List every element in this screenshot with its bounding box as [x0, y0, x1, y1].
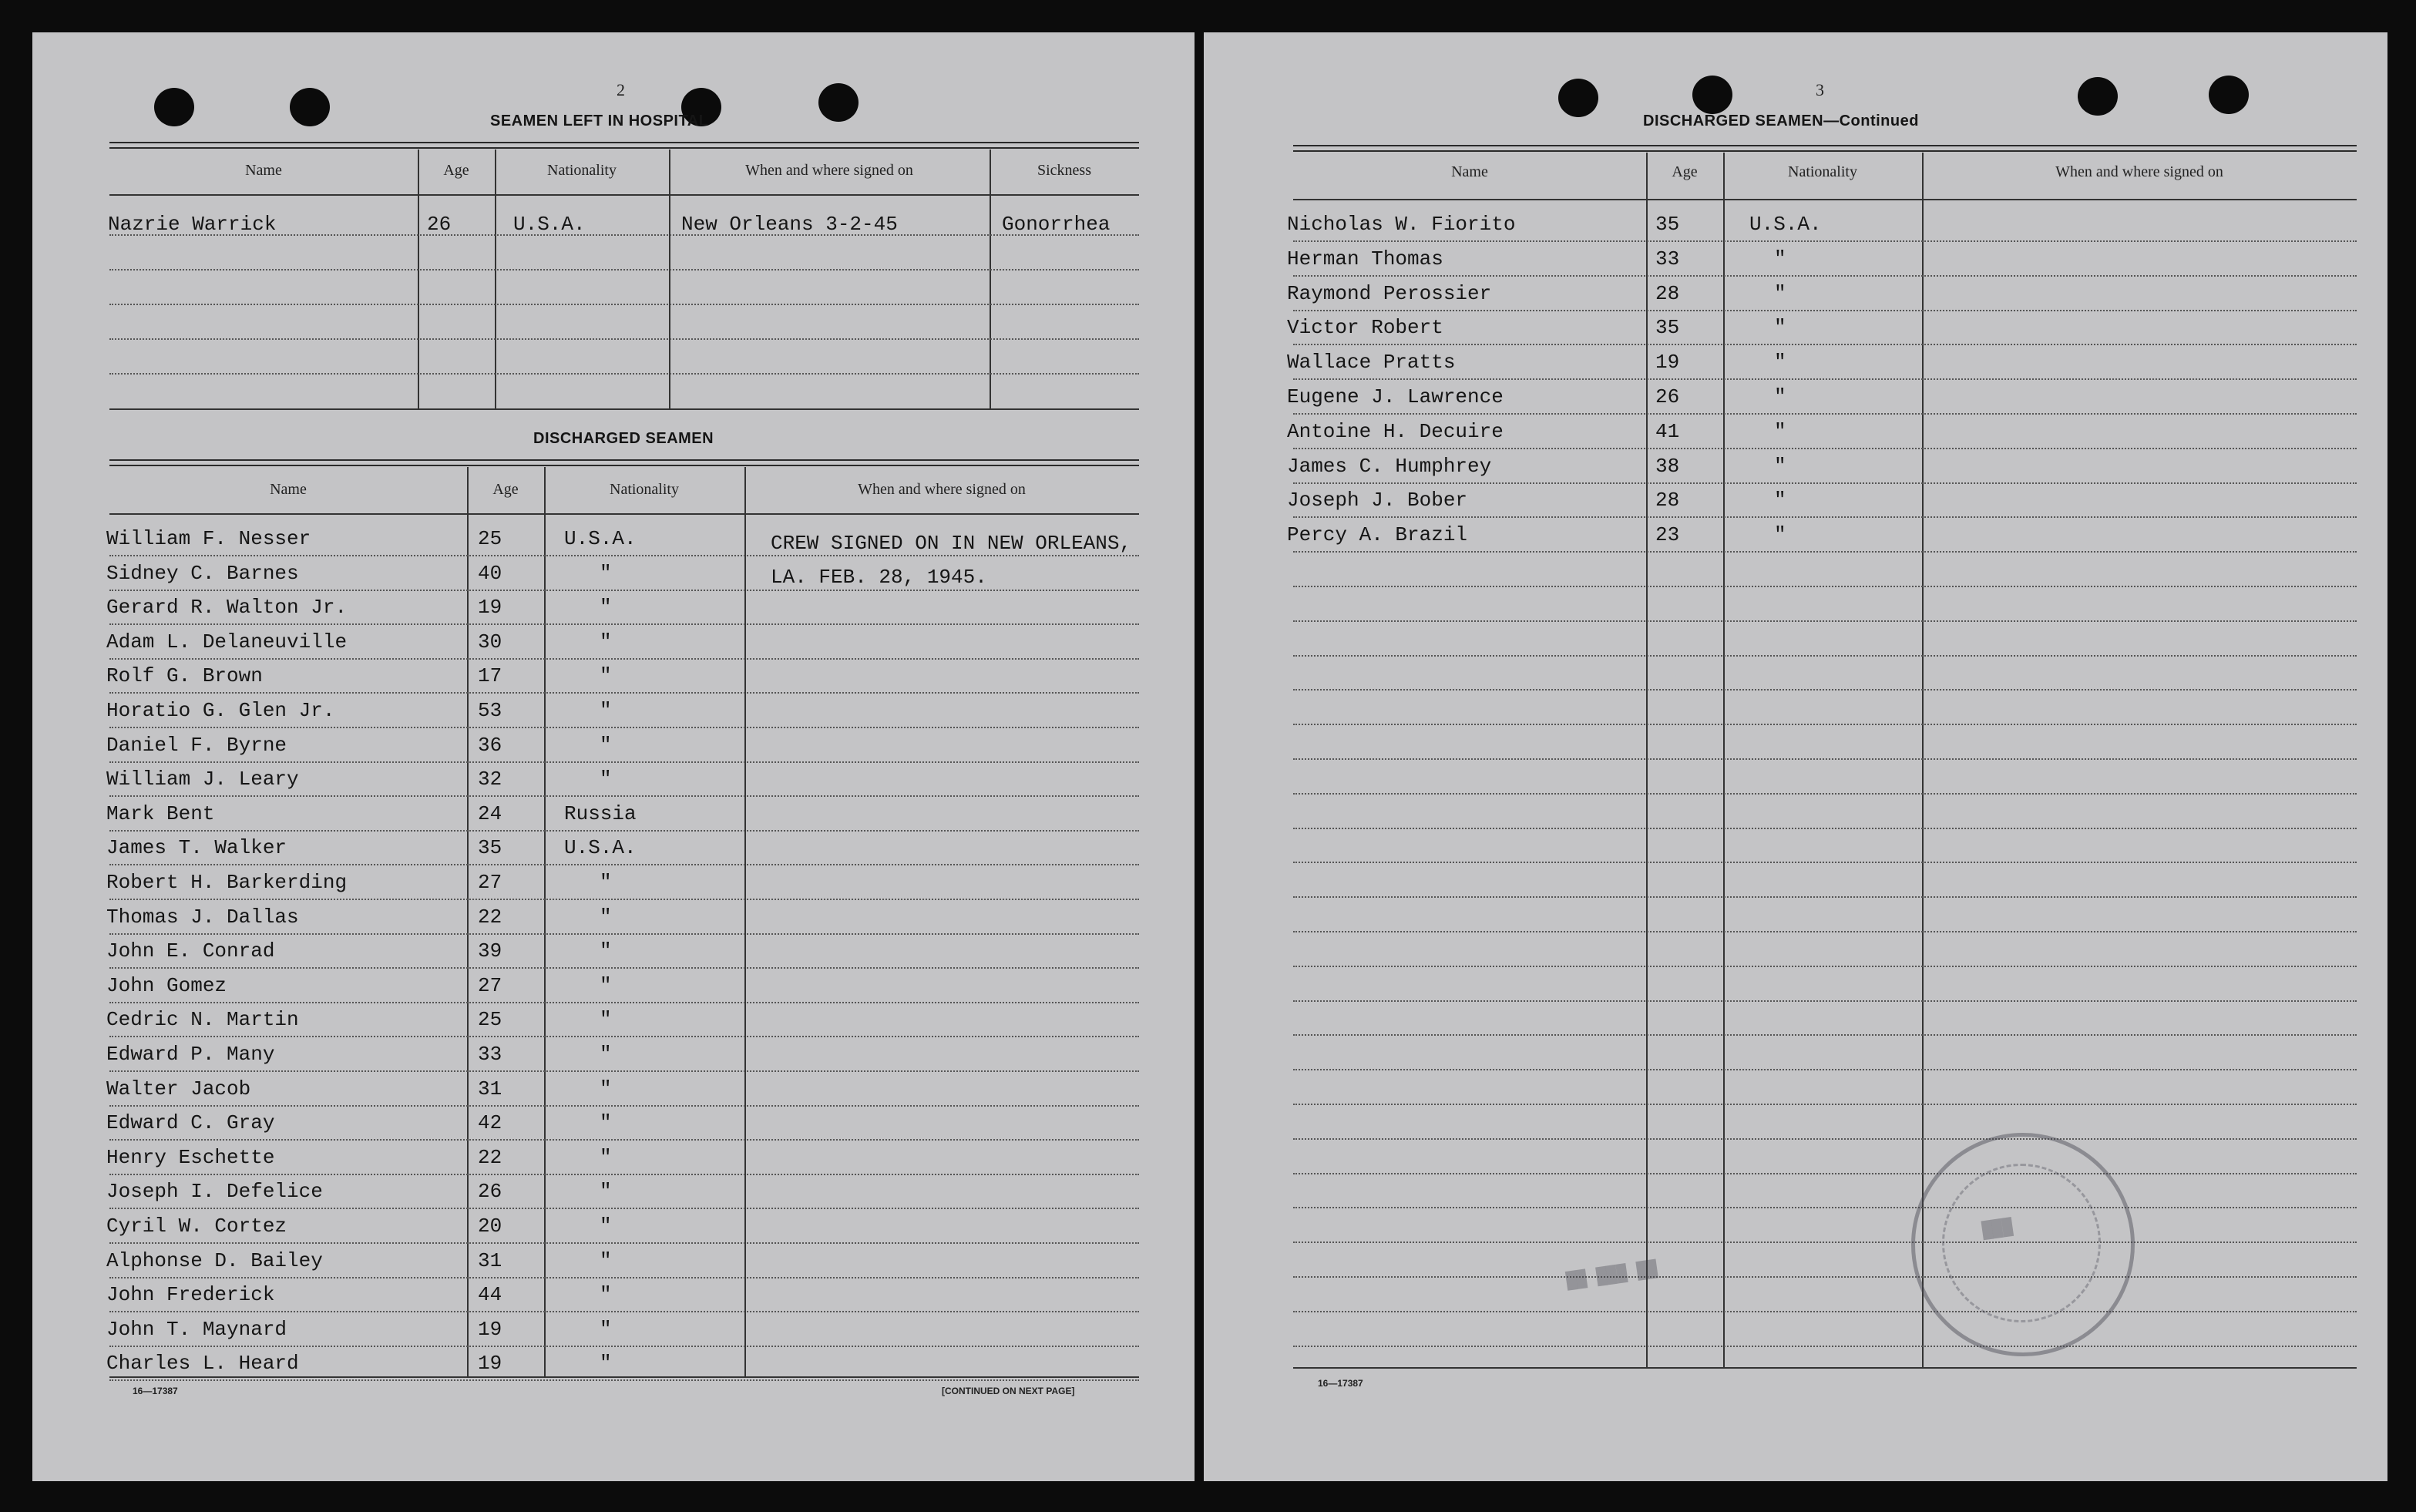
seaman-age: 20 — [478, 1215, 502, 1238]
page-number: 2 — [617, 80, 625, 99]
ruled-line — [1293, 344, 2357, 345]
seaman-name: Thomas J. Dallas — [106, 905, 299, 929]
seaman-name: Sidney C. Barnes — [106, 561, 299, 585]
seaman-nationality: " — [600, 1352, 612, 1376]
ruled-line — [109, 1242, 1139, 1244]
seaman-name: Henry Eschette — [106, 1145, 275, 1169]
ruled-line — [109, 1002, 1139, 1003]
ruled-line — [1293, 586, 2357, 587]
ruled-line — [109, 658, 1139, 660]
seaman-age: 53 — [478, 699, 502, 722]
seaman-nationality: " — [600, 664, 612, 688]
seaman-name: Cyril W. Cortez — [106, 1215, 287, 1238]
column-header-name: Name — [245, 162, 282, 179]
ruled-line — [1293, 793, 2357, 795]
seaman-age: 17 — [478, 664, 502, 688]
column-header-nationality: Nationality — [1788, 163, 1857, 180]
ruled-line — [1293, 551, 2357, 553]
ruled-line — [109, 1070, 1139, 1072]
seaman-nationality: " — [600, 733, 612, 757]
discharged-continued-title — [1643, 113, 1919, 130]
seaman-name: Alphonse D. Bailey — [106, 1248, 323, 1272]
seaman-nationality: " — [600, 939, 612, 963]
seaman-nationality: " — [600, 1145, 612, 1169]
seaman-age: 39 — [478, 939, 502, 963]
seaman-name: Nicholas W. Fiorito — [1287, 213, 1516, 236]
seaman-name: John T. Maynard — [106, 1317, 287, 1341]
column-divider — [990, 150, 991, 408]
table-top-rule — [109, 459, 1139, 466]
seaman-age: 40 — [478, 561, 502, 585]
seaman-name: John E. Conrad — [106, 939, 275, 963]
discharged-section-title: DISCHARGED SEAMEN — [533, 430, 714, 447]
column-divider — [744, 467, 746, 1376]
column-header-sickness: Sickness — [1037, 162, 1091, 179]
hospital-signed-on: New Orleans 3-2-45 — [681, 213, 898, 236]
ruled-line — [109, 864, 1139, 865]
seaman-name: Herman Thomas — [1287, 247, 1443, 270]
hospital-sickness: Gonorrhea — [1002, 213, 1111, 236]
signed-on-note-line: CREW SIGNED ON IN NEW ORLEANS, — [771, 532, 1132, 555]
ruled-line — [1293, 862, 2357, 863]
punch-hole — [1692, 76, 1732, 114]
seaman-name: Horatio G. Glen Jr. — [106, 699, 335, 722]
column-header-age: Age — [492, 481, 519, 498]
table-bottom-rule — [109, 408, 1139, 410]
seaman-age: 33 — [1655, 247, 1680, 270]
seaman-age: 42 — [478, 1111, 502, 1135]
ruled-line — [109, 304, 1139, 305]
seaman-name: Victor Robert — [1287, 316, 1443, 340]
ruled-line — [1293, 724, 2357, 725]
ruled-line — [109, 338, 1139, 340]
seaman-nationality: " — [600, 1043, 612, 1066]
ruled-line — [1293, 378, 2357, 380]
seaman-name: James T. Walker — [106, 836, 287, 860]
seaman-name: Gerard R. Walton Jr. — [106, 596, 348, 620]
seaman-nationality: " — [600, 1215, 612, 1238]
seaman-age: 33 — [478, 1043, 502, 1066]
seaman-nationality: " — [1774, 523, 1786, 547]
ruled-line — [1293, 1034, 2357, 1036]
seaman-nationality: " — [600, 1317, 612, 1341]
continued-note: [CONTINUED ON NEXT PAGE] — [942, 1386, 1075, 1396]
punch-hole — [2078, 77, 2118, 116]
header-rule — [109, 513, 1139, 515]
ruled-line — [109, 727, 1139, 728]
seaman-nationality: Russia — [564, 801, 637, 825]
form-number: 16—17387 — [133, 1386, 178, 1396]
seaman-nationality: " — [600, 1111, 612, 1135]
seaman-age: 28 — [1655, 489, 1680, 512]
seaman-nationality: " — [600, 596, 612, 620]
seaman-nationality: U.S.A. — [564, 836, 637, 860]
ruled-line — [1293, 1000, 2357, 1002]
ruled-line — [1293, 448, 2357, 449]
ruled-line — [1293, 931, 2357, 932]
seaman-nationality: " — [1774, 281, 1786, 305]
ruled-line — [109, 761, 1139, 763]
seaman-name: John Gomez — [106, 973, 227, 997]
right-page — [1204, 32, 2387, 1481]
hospital-age: 26 — [427, 213, 452, 236]
ruled-line — [1293, 966, 2357, 967]
column-header-nationality: Nationality — [610, 481, 679, 498]
ruled-line — [109, 1346, 1139, 1347]
punch-hole — [2209, 76, 2249, 114]
header-rule — [1293, 199, 2357, 200]
ruled-line — [109, 795, 1139, 797]
column-header-age: Age — [1672, 163, 1698, 180]
column-header-name: Name — [1451, 163, 1488, 180]
seaman-age: 19 — [478, 596, 502, 620]
seaman-age: 41 — [1655, 419, 1680, 443]
seaman-age: 35 — [1655, 213, 1680, 236]
seaman-age: 22 — [478, 1145, 502, 1169]
column-header-name: Name — [270, 481, 307, 498]
ruled-line — [1293, 1207, 2357, 1208]
ruled-line — [1293, 482, 2357, 484]
ruled-line — [109, 555, 1139, 556]
hospital-name: Nazrie Warrick — [108, 213, 277, 236]
seaman-nationality: U.S.A. — [564, 527, 637, 550]
seaman-age: 23 — [1655, 523, 1680, 547]
seaman-age: 19 — [1655, 351, 1680, 375]
column-divider — [1646, 153, 1648, 1367]
seaman-name: Robert H. Barkerding — [106, 871, 348, 894]
seaman-age: 28 — [1655, 281, 1680, 305]
seaman-age: 31 — [478, 1248, 502, 1272]
table-bottom-rule — [1293, 1367, 2357, 1369]
seaman-name: Joseph J. Bober — [1287, 489, 1468, 512]
seaman-age: 31 — [478, 1077, 502, 1100]
seaman-nationality: " — [600, 630, 612, 654]
ruled-line — [109, 373, 1139, 375]
seaman-nationality: " — [600, 1077, 612, 1100]
ruled-line — [109, 899, 1139, 900]
seaman-nationality: " — [600, 1248, 612, 1272]
column-header-signed-on: When and where signed on — [745, 162, 913, 179]
seaman-age: 24 — [478, 801, 502, 825]
ruled-line — [1293, 275, 2357, 277]
hospital-section-title: SEAMEN LEFT IN HOSPITAL — [490, 113, 709, 129]
seaman-age: 36 — [478, 733, 502, 757]
seaman-age: 27 — [478, 973, 502, 997]
seaman-name: Rolf G. Brown — [106, 664, 263, 688]
ruled-line — [1293, 413, 2357, 415]
seaman-name: Percy A. Brazil — [1287, 523, 1468, 547]
ruled-line — [109, 1139, 1139, 1141]
seaman-age: 30 — [478, 630, 502, 654]
seaman-name: Mark Bent — [106, 801, 215, 825]
seaman-nationality: " — [1774, 419, 1786, 443]
ruled-line — [1293, 240, 2357, 242]
ruled-line — [109, 1208, 1139, 1209]
punch-hole — [154, 88, 194, 126]
ruled-line — [109, 1105, 1139, 1107]
seaman-nationality: " — [1774, 385, 1786, 408]
seaman-nationality: " — [600, 1008, 612, 1032]
ruled-line — [1293, 1069, 2357, 1070]
ruled-line — [1293, 828, 2357, 829]
ruled-line — [1293, 1104, 2357, 1105]
seaman-nationality: " — [1774, 351, 1786, 375]
ruled-line — [1293, 1138, 2357, 1140]
seaman-nationality: " — [600, 768, 612, 791]
seaman-name: James C. Humphrey — [1287, 454, 1492, 478]
seaman-name: Antoine H. Decuire — [1287, 419, 1504, 443]
seaman-age: 27 — [478, 871, 502, 894]
seaman-age: 22 — [478, 905, 502, 929]
seaman-name: Walter Jacob — [106, 1077, 251, 1100]
signed-on-note-line: LA. FEB. 28, 1945. — [771, 566, 987, 589]
column-divider — [1922, 153, 1924, 1367]
seaman-name: William J. Leary — [106, 768, 299, 791]
customs-stamp-inner-ring — [1942, 1164, 2101, 1322]
seaman-nationality: " — [1774, 489, 1786, 512]
header-rule — [109, 194, 1139, 196]
ruled-line — [109, 1379, 1139, 1381]
seaman-age: 44 — [478, 1283, 502, 1307]
seaman-name: Edward C. Gray — [106, 1111, 275, 1135]
seaman-name: William F. Nesser — [106, 527, 311, 550]
ruled-line — [109, 692, 1139, 694]
punch-hole — [290, 88, 330, 126]
title-suffix: —Continued — [1823, 113, 1919, 129]
seaman-name: Raymond Perossier — [1287, 281, 1492, 305]
seaman-name: John Frederick — [106, 1283, 275, 1307]
seaman-age: 25 — [478, 527, 502, 550]
seaman-age: 25 — [478, 1008, 502, 1032]
ruled-line — [1293, 620, 2357, 622]
ruled-line — [109, 830, 1139, 832]
seaman-nationality: " — [600, 1283, 612, 1307]
seaman-age: 26 — [478, 1180, 502, 1204]
seaman-age: 32 — [478, 768, 502, 791]
ruled-line — [109, 1311, 1139, 1312]
ruled-line — [1293, 1346, 2357, 1347]
column-divider — [495, 150, 496, 408]
seaman-age: 38 — [1655, 454, 1680, 478]
ruled-line — [1293, 1242, 2357, 1243]
seaman-nationality: " — [600, 871, 612, 894]
punch-hole — [818, 83, 859, 122]
column-header-age: Age — [443, 162, 469, 179]
seaman-age: 19 — [478, 1352, 502, 1376]
seaman-name: Edward P. Many — [106, 1043, 275, 1066]
column-divider — [467, 467, 469, 1376]
ruled-line — [1293, 758, 2357, 760]
faint-stamp-mark: ██ ███ ██ — [1564, 1258, 1658, 1292]
seaman-nationality: " — [600, 973, 612, 997]
title-main: DISCHARGED SEAMEN — [1643, 113, 1824, 129]
ruled-line — [109, 967, 1139, 969]
seaman-nationality: U.S.A. — [1749, 213, 1822, 236]
punch-hole — [1558, 79, 1598, 117]
seaman-name: Wallace Pratts — [1287, 351, 1456, 375]
ruled-line — [1293, 1276, 2357, 1278]
ruled-line — [109, 933, 1139, 935]
seaman-age: 26 — [1655, 385, 1680, 408]
ruled-line — [1293, 1311, 2357, 1312]
ruled-line — [1293, 1173, 2357, 1174]
seaman-nationality: " — [1774, 454, 1786, 478]
column-divider — [544, 467, 546, 1376]
table-bottom-rule — [109, 1376, 1139, 1378]
column-divider — [669, 150, 670, 408]
seaman-nationality: " — [600, 561, 612, 585]
seaman-nationality: " — [600, 905, 612, 929]
seaman-name: Adam L. Delaneuville — [106, 630, 348, 654]
ruled-line — [109, 1174, 1139, 1175]
form-number: 16—17387 — [1318, 1378, 1363, 1389]
ruled-line — [109, 590, 1139, 591]
seaman-nationality: " — [1774, 316, 1786, 340]
seaman-age: 19 — [478, 1317, 502, 1341]
seaman-name: Eugene J. Lawrence — [1287, 385, 1504, 408]
seaman-name: Charles L. Heard — [106, 1352, 299, 1376]
left-page — [32, 32, 1195, 1481]
column-divider — [418, 150, 419, 408]
seaman-nationality: " — [1774, 247, 1786, 270]
table-top-rule — [1293, 145, 2357, 152]
ruled-line — [1293, 896, 2357, 898]
ruled-line — [109, 1277, 1139, 1278]
seaman-nationality: " — [600, 699, 612, 722]
column-header-nationality: Nationality — [547, 162, 617, 179]
seaman-nationality: " — [600, 1180, 612, 1204]
ruled-line — [1293, 689, 2357, 690]
page-number: 3 — [1816, 80, 1824, 99]
seaman-age: 35 — [478, 836, 502, 860]
seaman-name: Cedric N. Martin — [106, 1008, 299, 1032]
hospital-nationality: U.S.A. — [513, 213, 586, 236]
faint-stamp-mark: ███ — [1981, 1217, 2014, 1241]
ruled-line — [1293, 655, 2357, 657]
table-top-rule — [109, 142, 1139, 149]
column-header-signed-on: When and where signed on — [2055, 163, 2223, 180]
seaman-name: Daniel F. Byrne — [106, 733, 287, 757]
seaman-name: Joseph I. Defelice — [106, 1180, 323, 1204]
ruled-line — [1293, 310, 2357, 311]
seaman-age: 35 — [1655, 316, 1680, 340]
ruled-line — [109, 1036, 1139, 1037]
ruled-line — [109, 623, 1139, 625]
column-header-signed-on: When and where signed on — [858, 481, 1026, 498]
ruled-line — [1293, 516, 2357, 518]
ruled-line — [109, 269, 1139, 270]
column-divider — [1723, 153, 1725, 1367]
